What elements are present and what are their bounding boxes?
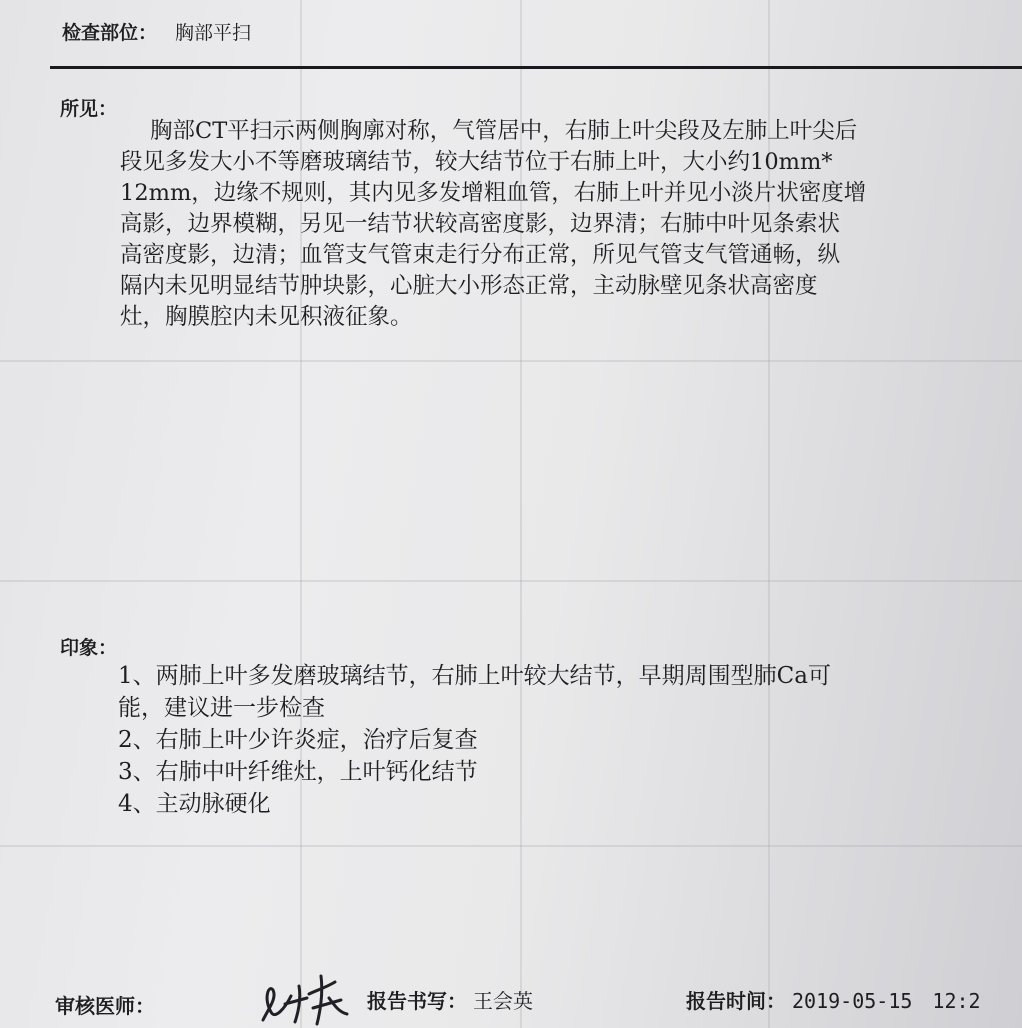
impression-item: 4、主动脉硬化 xyxy=(118,791,271,817)
impression-list xyxy=(118,660,998,820)
findings-text xyxy=(120,116,1022,333)
time-value: 2019-05-15 12:2 xyxy=(792,989,981,1013)
findings-line: 12mm，边缘不规则，其内见多发增粗血管，右肺上叶并见小淡片状密度增 xyxy=(120,180,867,206)
exam-area-value: 胸部平扫 xyxy=(175,22,252,44)
impression-item: 1、两肺上叶多发磨玻璃结节，右肺上叶较大结节，早期周围型肺Ca可 xyxy=(118,663,831,689)
findings-line: 段见多发大小不等磨玻璃结节，较大结节位于右肺上叶，大小约10mm* xyxy=(120,149,833,175)
findings-line: 高密度影，边清；血管支气管束走行分布正常，所见气管支气管通畅，纵 xyxy=(120,242,841,268)
reviewer-label: 审核医师： xyxy=(55,994,155,1018)
findings-label: 所见： xyxy=(60,98,118,120)
report-writer xyxy=(367,985,533,1014)
exam-area-label: 检查部位： xyxy=(62,22,158,44)
header-rule xyxy=(50,66,1022,69)
time-label: 报告时间： xyxy=(686,989,786,1013)
findings-line: 灶，胸膜腔内未见积液征象。 xyxy=(120,304,413,330)
impression-item: 2、右肺上叶少许炎症，治疗后复查 xyxy=(118,727,478,753)
exam-area xyxy=(62,18,251,45)
paper-crease xyxy=(0,845,1022,847)
findings-line: 隔内未见明显结节肿块影，心脏大小形态正常，主动脉壁见条状高密度 xyxy=(120,273,818,299)
impression-label: 印象： xyxy=(60,637,118,659)
report-time xyxy=(686,985,981,1014)
writer-name: 王会英 xyxy=(473,989,533,1013)
reviewer xyxy=(55,990,155,1019)
reviewer-signature xyxy=(255,968,365,1028)
paper-crease xyxy=(0,580,1022,582)
findings-line: 胸部CT平扫示两侧胸廓对称，气管居中，右肺上叶尖段及左肺上叶尖后 xyxy=(150,118,858,144)
impression-item: 3、右肺中叶纤维灶，上叶钙化结节 xyxy=(118,759,478,785)
impression-item-continuation: 能，建议进一步检查 xyxy=(118,695,325,721)
paper-crease xyxy=(0,360,1022,362)
findings-line: 高影，边界模糊，另见一结节状较高密度影，边界清；右肺中叶见条索状 xyxy=(120,211,841,237)
writer-label: 报告书写： xyxy=(367,989,467,1013)
